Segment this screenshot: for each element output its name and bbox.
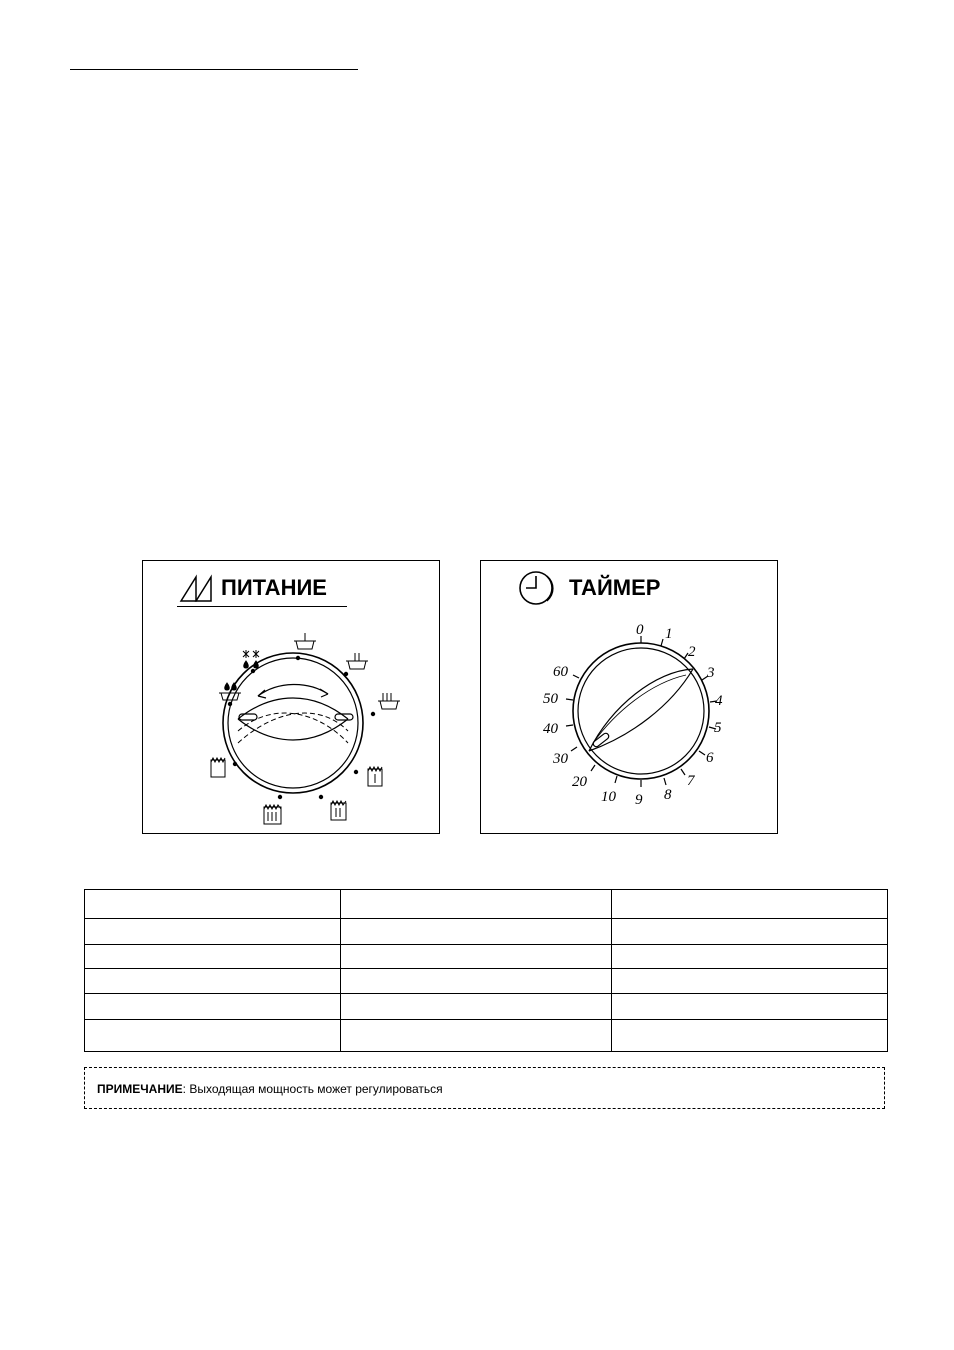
timer-label-40: 40 <box>543 721 558 737</box>
power-panel-graphics <box>143 561 439 833</box>
table-cell <box>612 945 888 969</box>
low-power-icon <box>294 633 316 649</box>
timer-panel <box>480 560 778 834</box>
table-cell <box>85 969 341 994</box>
table-cell <box>341 919 612 945</box>
table-cell <box>341 1020 612 1052</box>
table-cell <box>341 994 612 1020</box>
clock-icon <box>520 572 553 604</box>
timer-label-10: 10 <box>601 789 616 805</box>
power-title-underline <box>177 606 347 607</box>
table-row <box>85 969 888 994</box>
timer-label-0: 0 <box>636 622 644 638</box>
timer-label-8: 8 <box>664 787 672 803</box>
medium-low-power-icon <box>346 653 368 669</box>
table-cell <box>612 890 888 919</box>
timer-label-4: 4 <box>715 693 723 709</box>
grill-2-icon <box>331 801 346 820</box>
timer-label-20: 20 <box>572 774 587 790</box>
table-cell <box>341 969 612 994</box>
defrost-icon <box>243 650 259 668</box>
table-cell <box>341 890 612 919</box>
table-cell <box>85 945 341 969</box>
table-cell <box>341 945 612 969</box>
power-knob <box>223 653 363 793</box>
timer-label-50: 50 <box>543 691 558 707</box>
table-cell <box>612 919 888 945</box>
table-cell <box>612 1020 888 1052</box>
table-cell <box>612 994 888 1020</box>
timer-label-2: 2 <box>688 644 696 660</box>
table-row <box>85 994 888 1020</box>
timer-label-3: 3 <box>707 665 715 681</box>
power-panel-title: ПИТАНИЕ <box>221 575 327 600</box>
grill-3-icon <box>264 805 281 824</box>
timer-label-5: 5 <box>714 720 722 736</box>
top-rule <box>70 69 358 70</box>
table-cell <box>85 890 341 919</box>
medium-power-icon <box>378 693 400 709</box>
timer-label-6: 6 <box>706 750 714 766</box>
timer-label-30: 30 <box>553 751 568 767</box>
timer-label-60: 60 <box>553 664 568 680</box>
timer-label-7: 7 <box>687 773 695 789</box>
table-cell <box>612 969 888 994</box>
table-cell <box>85 919 341 945</box>
note-box <box>84 1067 885 1109</box>
note-label: ПРИМЕЧАНИЕ <box>97 1082 183 1096</box>
table-row <box>85 945 888 969</box>
timer-panel-title: ТАЙМЕР <box>569 575 661 600</box>
table-cell <box>85 994 341 1020</box>
note-body: : Выходящая мощность может регулироваться <box>182 1082 443 1096</box>
power-level-icon <box>181 577 211 601</box>
timer-panel-graphics <box>481 561 777 833</box>
table-row <box>85 919 888 945</box>
timer-knob <box>573 643 709 779</box>
power-settings-table <box>84 889 888 1052</box>
table-row <box>85 1020 888 1052</box>
table-row <box>85 890 888 919</box>
note-text <box>97 1082 443 1096</box>
grill-top-icon <box>211 758 225 777</box>
timer-label-1: 1 <box>665 626 673 642</box>
table-cell <box>85 1020 341 1052</box>
timer-label-9: 9 <box>635 792 643 808</box>
grill-1-icon <box>368 767 382 786</box>
power-panel <box>142 560 440 834</box>
